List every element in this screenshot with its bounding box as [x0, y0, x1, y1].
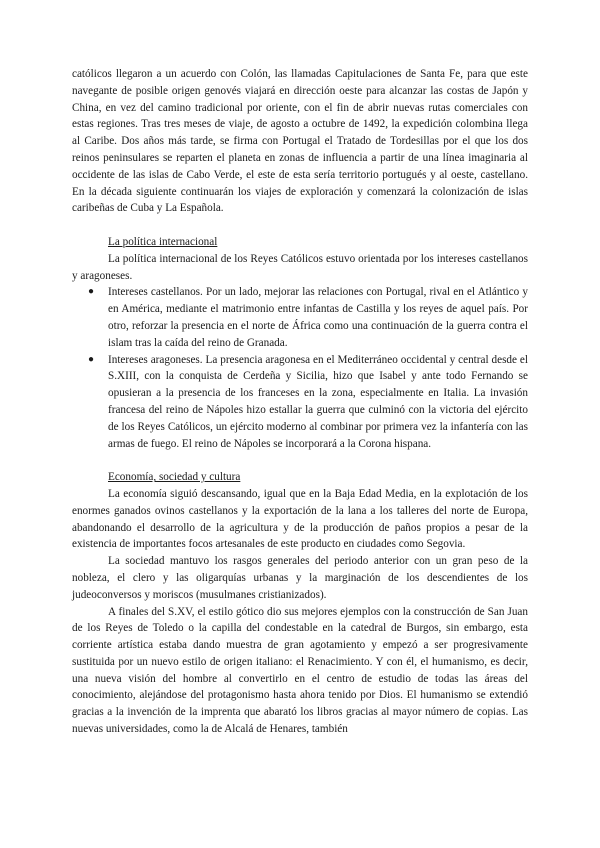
politica-intro-paragraph: La política internacional de los Reyes Católicos estuvo orientada por los intereses castellanos y aragoneses.: [72, 252, 528, 282]
bullet-text: Intereses aragoneses. La presencia aragonesa en el Mediterráneo occidental y central desde el S.XIII, con la conquista de Cerdeña y Sicilia, hizo que Isabel y ante todo Fernando se opusieran a la presencia de los franceses en la zona, especialmente en Italia. La invasión francesa del reino de Nápoles hizo estallar la guerra que culminó con la victoria del ejército de los Reyes Católicos, un ejército moderno al combinar por primera vez la infantería con las armas de fuego. El reino de Nápoles se incorporará a la Corona hispana.: [108, 353, 528, 450]
intro-paragraph: católicos llegaron a un acuerdo con Colón, las llamadas Capitulaciones de Santa Fe, para que este navegante de posible origen genovés viajará en dirección oeste para alcanzar las costas de Japón y China, en vez del camino tradicional por oriente, con el fin de abrir nuevas rutas comerciales con estas regiones. Tras tres meses de viaje, de agosto a octubre de 1492, la expedición colombina llega al Caribe. Dos años más tarde, se firma con Portugal el Tratado de Tordesillas por el que los dos reinos peninsulares se reparten el planeta en zonas de influencia a partir de una línea imaginaria al occidente de las islas de Cabo Verde, el este de esta sería territorio portugués y al oeste, castellano. En la década siguiente continuarán los viajes de exploración y comenzará la colonización de islas caribeñas de Cuba y La Española.: [72, 68, 528, 215]
bullet-text: Intereses castellanos. Por un lado, mejorar las relaciones con Portugal, rival en el Atlántico y en América, mediante el matrimonio entre infantas de Castilla y los reyes de aquel país. Por otro, reforzar la presencia en el norte de África como una continuación de la guerra contra el islam tras la caída del reino de Granada.: [108, 286, 528, 349]
bullet-icon: ●: [88, 286, 95, 298]
list-item: [72, 284, 528, 351]
section-heading-politica: La política internacional: [108, 235, 218, 248]
cultura-paragraph: A finales del S.XV, el estilo gótico dio sus mejores ejemplos con la construcción de San Juan de los Reyes de Toledo o la capilla del condestable en la catedral de Burgos, sin embargo, esta corriente artística estaba dando muestra de gran agotamiento y empezó a ser progresivamente sustituida por un nuevo estilo de origen italiano: el Renacimiento. Y con él, el humanismo, es decir, una nueva visión del hombre al convertirlo en el centro de estudio de todas las áreas del conocimiento, alejándose del protagonismo hasta ahora tenido por Dios. El humanismo se extendió gracias a la invención de la imprenta que abarató los libros gracias al mayor número de copias. Las nuevas universidades, como la de Alcalá de Henares, también: [72, 605, 528, 736]
politica-bullet-list: [72, 284, 528, 452]
sociedad-paragraph: La sociedad mantuvo los rasgos generales del periodo anterior con un gran peso de la nobleza, el clero y las oligarquías urbanas y la marginación de los descendientes de los judeoconversos y moriscos (musulmanes cristianizados).: [72, 555, 528, 601]
section-heading-economia: Economía, sociedad y cultura: [108, 471, 241, 484]
document-page: [72, 66, 528, 738]
bullet-icon: ●: [88, 353, 95, 365]
list-item: [72, 352, 528, 453]
economia-paragraph: La economía siguió descansando, igual que en la Baja Edad Media, en la explotación de los enormes ganados ovinos castellanos y la exportación de la lana a los talleres del norte de Europa, abandonando el desarrollo de la agricultura y de la producción de paños propios a pesar de la existencia de importantes focos artesanales de este producto en ciudades como Segovia.: [72, 487, 528, 551]
